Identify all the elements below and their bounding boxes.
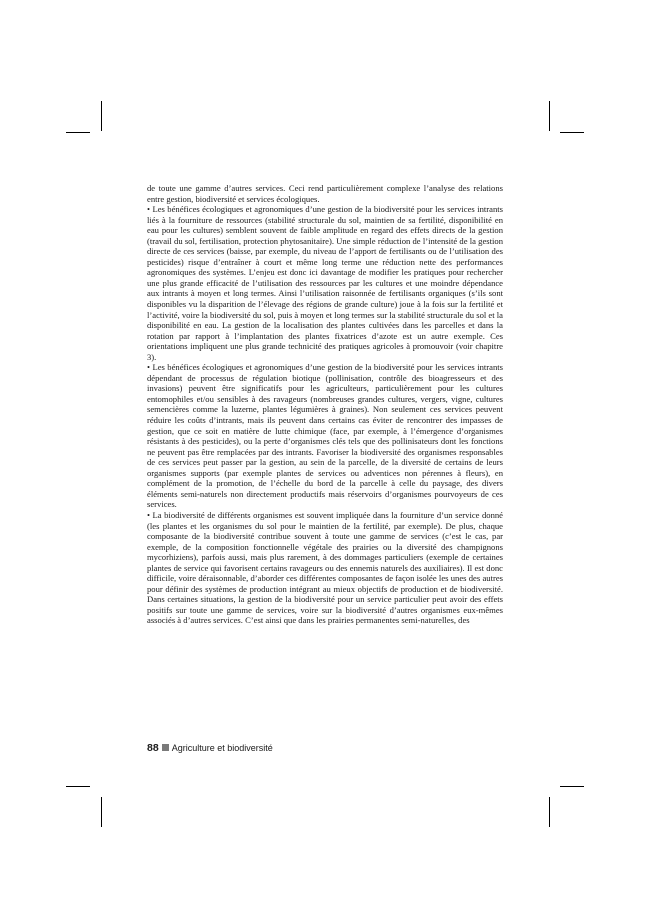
paragraph-continuation: de toute une gamme d’autres services. Ceci rend particulièrement complexe l’analyse des relations entre gestion, biodiversité et services écologiques. xyxy=(147,183,503,204)
paragraph-resource-services: • Les bénéfices écologiques et agronomiques d’une gestion de la biodiversité pour les services intrants liés à la fourniture de ressources (stabilité structurale du sol, maintien de sa fertilité, disponibilité en eau pour les cultures) semblent souvent de faible amplitude en regard des effets directs de la gestion (travail du sol, fertilisation, protection phytosanitaire). Une simple réduction de l’intensité de la gestion directe de ces services (baisse, par exemple, du niveau de l’apport de fertilisants ou de l’utilisation des pesticides) risque d’entraîner à court et même long terme une réduction nette des performances agronomiques des systèmes. L’enjeu est donc ici davantage de modifier les pratiques pour rechercher une plus grande efficacité de l’utilisation des ressources par les cultures et une moindre dépendance aux intrants à moyen et long termes. Ainsi l’utilisation raisonnée de fertilisants organiques (s’ils sont disponibles vu la disparition de l’élevage des régions de grande culture) joue à la fois sur la fertilité et l’activité, voire la biodiversité du sol, puis à moyen et long termes sur la stabilité structurale du sol et la disponibilité en eau. La gestion de la localisation des plantes cultivées dans les parcelles et dans la rotation par rapport à l’implantation des plantes fixatrices d’azote est un autre exemple. Ces orientations impliquent une plus grande technicité des pratiques agricoles à promouvoir (voir chapitre 3). xyxy=(147,204,503,362)
crop-mark-bottom-left-vertical xyxy=(101,797,102,827)
crop-mark-top-right-vertical xyxy=(549,101,550,131)
body-text xyxy=(147,183,503,626)
square-bullet-icon xyxy=(162,744,169,751)
crop-mark-top-left-horizontal xyxy=(66,132,90,133)
page-number: 88 xyxy=(147,742,159,754)
book-title: Agriculture et biodiversité xyxy=(171,743,273,753)
crop-mark-bottom-right-vertical xyxy=(549,797,550,827)
crop-mark-bottom-left-horizontal xyxy=(66,786,90,787)
paragraph-multiple-organisms: • La biodiversité de différents organismes est souvent impliquée dans la fourniture d’un service donné (les plantes et les organismes du sol pour le maintien de la fertilité, par exemple). De plus, chaque composante de la biodiversité contribue souvent à toute une gamme de services (c’est le cas, par exemple, de la composition fonctionnelle végétale des prairies ou la diversité des champignons mycorhiziens), parfois aussi, mais plus rarement, à des dommages particuliers (exemple de certaines plantes de service qui favorisent certains ravageurs ou des ennemis naturels des auxiliaires). Il est donc difficile, voire déraisonnable, d’aborder ces différentes composantes de façon isolée les unes des autres pour définir des systèmes de production intégrant au mieux objectifs de production et de biodiversité. Dans certaines situations, la gestion de la biodiversité pour un service particulier peut avoir des effets positifs sur toute une gamme de services, voire sur la biodiversité d’autres organismes eux-mêmes associés à d’autres services. C’est ainsi que dans les prairies permanentes semi-naturelles, des xyxy=(147,509,503,626)
page-footer xyxy=(147,742,273,754)
crop-mark-top-right-horizontal xyxy=(560,132,584,133)
paragraph-biotic-regulation: • Les bénéfices écologiques et agronomiques d’une gestion de la biodiversité pour les services intrants dépendant de processus de régulation biotique (pollinisation, contrôle des bioagresseurs et des invasions) peuvent être significatifs pour les agriculteurs, particulièrement pour les cultures entomophiles et/ou sensibles à des ravageurs (nombreuses grandes cultures, vergers, vigne, cultures semencières comme la luzerne, plantes légumières à graines). Non seulement ces services peuvent réduire les coûts d’intrants, mais ils peuvent dans certains cas éviter de rencontrer des impasses de gestion, que ce soit en matière de lutte chimique (face, par exemple, à l’émergence d’organismes résistants à des pesticides), ou la perte d’organismes clés tels que des pollinisateurs dont les fonctions ne peuvent pas être remplacées par des intrants. Favoriser la biodiversité des organismes responsables de ces services peut passer par la gestion, au sein de la parcelle, de la diversité de certains de leurs organismes supports (par exemple plantes de services ou adventices non pérennes à fleurs), en complément de la promotion, de l’échelle du bord de la parcelle à celle du paysage, des divers éléments semi-naturels non directement productifs mais réservoirs d’organismes pourvoyeurs de ces services. xyxy=(147,362,503,510)
crop-mark-bottom-right-horizontal xyxy=(560,786,584,787)
crop-mark-top-left-vertical xyxy=(101,101,102,131)
